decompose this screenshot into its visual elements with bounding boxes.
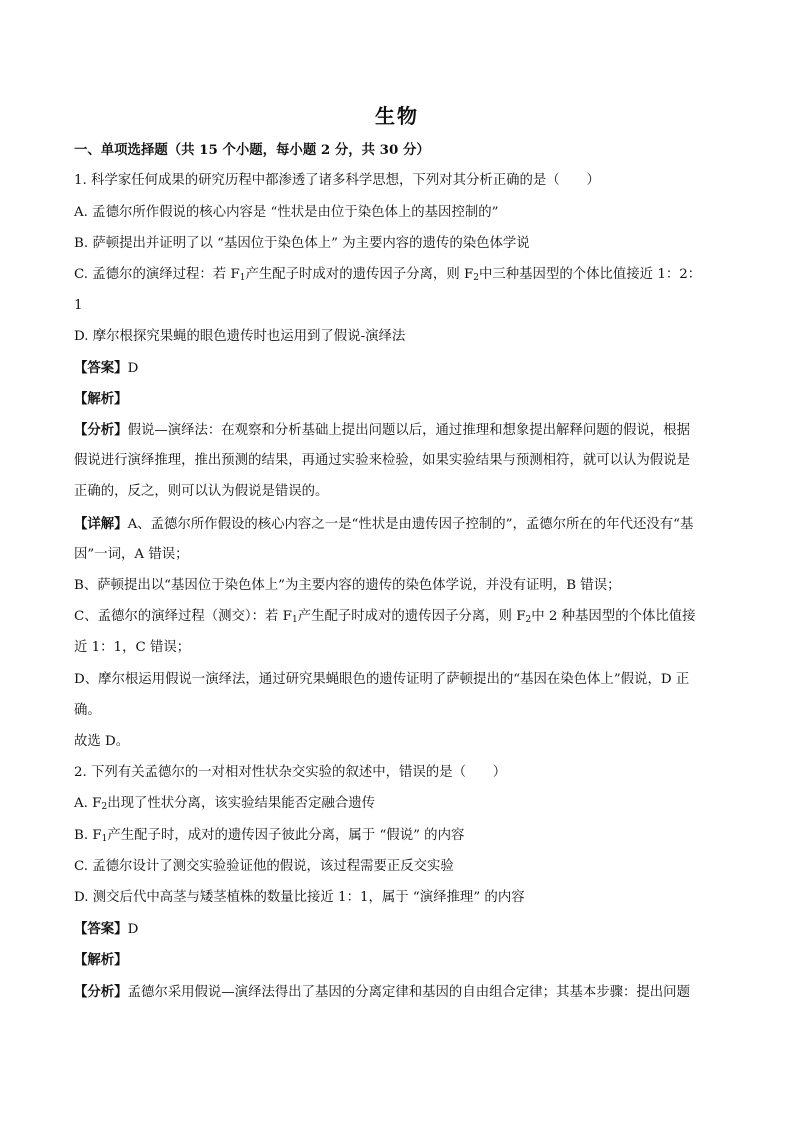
option-a-text-2: 出现了性状分离，该实验结果能否定融合遗传 [107,796,376,811]
xiangjie-tag: 【详解】 [74,516,128,532]
question-2-fenxi-line-1 [74,982,724,1003]
question-1-xiangjie-line-2: 因”一词，A 错误； [74,547,189,562]
subscript: 1 [291,615,298,625]
option-b-text-1: B. F [74,828,102,843]
subscript: 2 [473,273,479,283]
xiangjie-4-text-3: 中 2 种基因型的个体比值接 [531,609,696,624]
subscript: 2 [525,615,532,625]
question-1-fenxi-line-1 [74,420,724,441]
page-title: 生物 [375,104,419,128]
question-1-stem: 1. 科学家任何成果的研究历程中都渗透了诸多科学思想，下列对其分析正确的是（ ） [74,173,600,188]
question-2-option-c: C. 孟德尔设计了测交实验验证他的假说，该过程需要正反交实验 [74,859,454,874]
question-1-xiangjie-line-5: 近 1：1，C 错误； [74,640,191,655]
question-1-xiangjie-line-4 [74,607,724,630]
option-b-text-2: 产生配子时，成对的遗传因子彼此分离，属于 “假说” 的内容 [107,828,465,843]
subscript: 1 [239,273,246,283]
question-1-analysis-tag: 【解析】 [74,391,128,407]
subscript: 1 [101,834,108,844]
option-a-text-1: A. F [74,796,102,811]
question-1-fenxi-line-2: 假说进行演绎推理，推出预测的结果，再通过实验来检验，如果实验结果与预测相符，就可以认为假说是 [74,453,690,468]
question-1-xiangjie-line-6: D、摩尔根运用假说一演绎法，通过研究果蝇眼色的遗传证明了萨顿提出的“基因在染色体上”假说，D 正 [74,672,690,687]
question-1-xiangjie-line-1 [74,514,724,535]
section-heading: 一、单项选择题（共 15 个小题，每小题 2 分，共 30 分） [74,142,430,158]
option-c-text-1: C. 孟德尔的演绎过程：若 F [74,267,240,282]
question-2-option-d: D. 测交后代中高茎与矮茎植株的数量比接近 1：1，属于 “演绎推理” 的内容 [74,890,525,905]
answer-value: D [127,361,139,376]
answer-value: D [127,922,139,937]
xiangjie-text: A、孟德尔所作假设的核心内容之一是“性状是由遗传因子控制的”，孟德尔所在的年代还没有“基 [127,517,694,532]
question-1-xiangjie-line-3: B、萨顿提出以“基因位于染色体上”为主要内容的遗传的染色体学说，并没有证明，B 错误； [74,578,621,593]
fenxi-text: 假说—演绎法：在观察和分析基础上提出问题以后，通过推理和想象提出解释问题的假说，根据 [127,423,690,438]
question-1-option-c-continued: 1 [74,298,83,313]
question-1-answer [74,358,724,379]
question-2-option-b [74,826,724,849]
answer-tag: 【答案】 [74,360,128,376]
question-1-conclusion: 故选 D。 [74,734,130,749]
question-2-analysis-tag: 【解析】 [74,952,128,968]
answer-tag: 【答案】 [74,921,128,937]
question-1-option-b: B. 萨顿提出并证明了以 “基因位于染色体上” 为主要内容的遗传的染色体学说 [74,236,530,251]
question-2-option-a [74,794,724,817]
option-c-text-3: 中三种基因型的个体比值接近 1：2： [479,267,702,282]
question-2-stem: 2. 下列有关孟德尔的一对相对性状杂交实验的叙述中，错误的是（ ） [74,765,507,780]
question-1-option-d: D. 摩尔根探究果蝇的眼色遗传时也运用到了假说-演绎法 [74,329,406,344]
question-1-option-c [74,265,724,288]
xiangjie-4-text-2: 产生配子时成对的遗传因子分离，则 F [297,609,526,624]
fenxi-text: 孟德尔采用假说—演绎法得出了基因的分离定律和基因的自由组合定律；其基本步骤：提出问题 [127,985,690,1000]
fenxi-tag: 【分析】 [74,984,128,1000]
question-1-option-a: A. 孟德尔所作假说的核心内容是 “性状是由位于染色体上的基因控制的” [74,205,499,220]
subscript: 2 [101,802,108,812]
fenxi-tag: 【分析】 [74,422,128,438]
xiangjie-4-text-1: C、孟德尔的演绎过程（测交）：若 F [74,609,292,624]
question-2-answer [74,919,724,940]
question-1-xiangjie-line-7: 确。 [74,703,101,718]
question-1-fenxi-line-3: 正确的，反之，则可以认为假说是错误的。 [74,484,329,499]
option-c-text-2: 产生配子时成对的遗传因子分离，则 F [245,267,474,282]
